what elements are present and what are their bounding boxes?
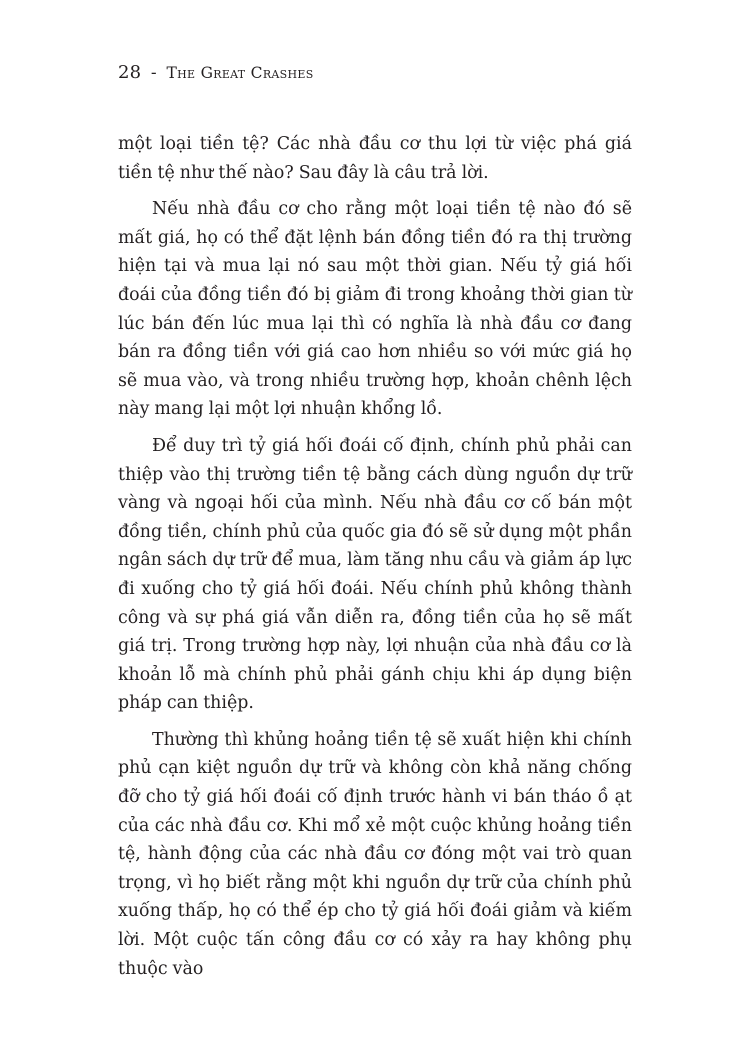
paragraph: Nếu nhà đầu cơ cho rằng một loại tiền tệ nào đó sẽ mất giá, họ có thể đặt lệnh bán đồng tiền đó ra thị trường hiện tại và mua lại nó sau một thời gian. Nếu tỷ giá hối đoái của đồng tiền đó bị giảm đi trong khoảng thời gian từ lúc bán đến lúc mua lại thì có nghĩa là nhà đầu cơ đang bán ra đồng tiền với giá cao hơn nhiều so với mức giá họ sẽ mua vào, và trong nhiều trường hợp, khoản chênh lệch này mang lại một lợi nhuận khổng lồ. — [118, 199, 632, 420]
body-text — [118, 130, 632, 991]
running-header — [118, 62, 314, 83]
paragraph: Để duy trì tỷ giá hối đoái cố định, chính phủ phải can thiệp vào thị trường tiền tệ bằng cách dùng nguồn dự trữ vàng và ngoại hối của mình. Nếu nhà đầu cơ cố bán một đồng tiền, chính phủ của quốc gia đó sẽ sử dụng một phần ngân sách dự trữ để mua, làm tăng nhu cầu và giảm áp lực đi xuống cho tỷ giá hối đoái. Nếu chính phủ không thành công và sự phá giá vẫn diễn ra, đồng tiền của họ sẽ mất giá trị. Trong trường hợp này, lợi nhuận của nhà đầu cơ là khoản lỗ mà chính phủ phải gánh chịu khi áp dụng biện pháp can thiệp. — [118, 435, 632, 714]
book-title: The Great Crashes — [166, 64, 314, 82]
header-separator: - — [150, 63, 157, 83]
page-number: 28 — [118, 62, 142, 83]
paragraph: Thường thì khủng hoảng tiền tệ sẽ xuất hiện khi chính phủ cạn kiệt nguồn dự trữ và không còn khả năng chống đỡ cho tỷ giá hối đoái cố định trước hành vi bán tháo ồ ạt của các nhà đầu cơ. Khi mổ xẻ một cuộc khủng hoảng tiền tệ, hành động của các nhà đầu cơ đóng một vai trò quan trọng, vì họ biết rằng một khi nguồn dự trữ của chính phủ xuống thấp, họ có thể ép cho tỷ giá hối đoái giảm và kiếm lời. Một cuộc tấn công đầu cơ có xảy ra hay không phụ thuộc vào — [118, 729, 632, 979]
paragraph-continued: một loại tiền tệ? Các nhà đầu cơ thu lợi từ việc phá giá tiền tệ như thế nào? Sau đây là câu trả lời. — [118, 134, 632, 183]
